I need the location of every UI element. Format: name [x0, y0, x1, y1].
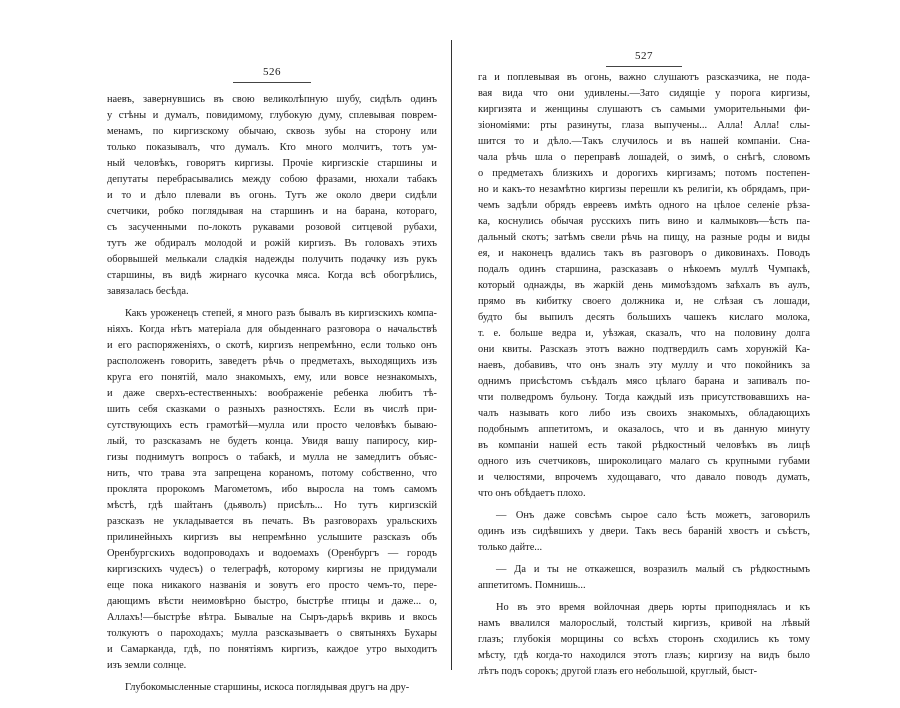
- text-line: еще пока никакого названія и зовутъ его просто чемъ-то, пере-: [107, 580, 437, 591]
- paragraph: [478, 508, 810, 556]
- text-line: наевъ, завернувшись въ свою великолѣпную шубу, сидѣлъ одинъ: [107, 94, 437, 105]
- text-line: чала рѣчь шла о переправѣ лошадей, о зимѣ, о снѣгѣ, словомъ: [478, 152, 810, 163]
- text-line: о предметахъ близкихъ и дорогихъ киргизамъ; потомъ постепен-: [478, 168, 810, 179]
- paragraph: [107, 306, 437, 674]
- text-line: счетчики, робко поглядывая на старшинъ и на барана, котораго,: [107, 206, 437, 217]
- text-line: одного изъ счетчиковъ, широколицаго малаго съ крупными губами: [478, 456, 810, 467]
- text-line: расположенъ говорить, заведетъ рѣчь о предметахъ, выходящихъ изъ: [107, 356, 437, 367]
- text-line: дающимъ вѣсти неимовѣрно быстро, быстрѣе птицы и даже... о,: [107, 596, 437, 607]
- text-line: т. е. больше ведра и, уѣзжая, сказалъ, что на половину долга: [478, 328, 810, 339]
- text-line: депутаты перебрасывались между собою фразами, нюхали табакъ: [107, 174, 437, 185]
- text-line: и даже сверхъ-естественныхъ: воображеніе ребенка любитъ тѣ-: [107, 388, 437, 399]
- text-line: сутствующихъ есть грамотѣй—мулла или просто человѣкъ бываю-: [107, 420, 437, 431]
- text-line: только дайте...: [478, 542, 543, 553]
- text-line: будто бы выпилъ десять большихъ чашекъ кислаго молока,: [478, 312, 810, 323]
- text-line: дальный скотъ; затѣмъ свели рѣчь на пищу, на разные роды и виды: [478, 232, 810, 243]
- header-rule: [606, 66, 682, 67]
- text-line: чемъ задѣли обрядъ евреевъ имѣть одного на цѣлое селеніе рѣза-: [478, 200, 810, 211]
- text-line: намъ ввалился малорослый, толстый киргизъ, кривой на лѣвый: [478, 618, 810, 629]
- header-rule: [233, 82, 311, 83]
- text-line: киргизята и женщины слушаютъ съ самыми уморительными фи-: [478, 104, 810, 115]
- left-page: [107, 66, 437, 696]
- text-line: наевъ, добавивъ, что онъ зналъ эту муллу и что покойникъ за: [478, 360, 810, 371]
- text-line: однимъ присѣстомъ съѣдалъ мясо цѣлаго барана и запивалъ по-: [478, 376, 810, 387]
- page-text: [478, 70, 810, 680]
- text-line: вая вида что они удивлены.—Зато сидящіе у порога киргизы,: [478, 88, 810, 99]
- text-line: чти полведромъ бульону. Тогда каждый изъ присутствовавшихъ на-: [478, 392, 810, 403]
- text-line: въ компаніи нашей есть такой рѣдкостный человѣкъ въ лицѣ: [478, 440, 810, 451]
- text-line: — Да и ты не откажешся, возразилъ малый съ рѣдкостнымъ: [496, 564, 810, 575]
- text-line: тутъ же обдиралъ молодой и рожій киргизъ. Въ головахъ этихъ: [107, 238, 437, 249]
- text-line: и челюстями, впрочемъ худощаваго, что давало поводъ думать,: [478, 472, 810, 483]
- text-line: только показывалъ, что думалъ. Кто много молчитъ, тотъ ум-: [107, 142, 437, 153]
- text-line: прилинейныхъ киргизъ вы непремѣнно услышите разсказъ объ: [107, 532, 437, 543]
- text-line: лѣтъ подъ сорокъ; другой глазъ его небольшой, круглый, быст-: [478, 666, 758, 677]
- text-line: ея, и наконецъ вдались такъ въ разговоръ о диковинахъ. Поводъ: [478, 248, 810, 259]
- text-line: завязалась бесѣда.: [107, 286, 189, 297]
- text-line: менамъ, по киргизскому обычаю, сквозь зубы на сторону или: [107, 126, 437, 137]
- paragraph: [107, 680, 437, 696]
- text-line: зіономіями: рты разинуты, глаза выпучены... Алла! Алла! слы-: [478, 120, 810, 131]
- page-number: 527: [635, 50, 653, 62]
- text-line: Какъ уроженецъ степей, я много разъ бывалъ въ киргизскихъ компа-: [125, 308, 437, 319]
- text-line: одинъ изъ сидѣвшихъ у двери. Такъ весь бараній хвостъ и съѣстъ,: [478, 526, 810, 537]
- text-line: ка, коснулись обычая русскихъ пить вино и калмыковъ—ѣсть па-: [478, 216, 810, 227]
- text-line: — Онъ даже совсѣмъ сырое сало ѣсть можетъ, заговорилъ: [496, 510, 810, 521]
- text-line: Аллахъ!—быстрѣе вѣтра. Бывалые на Сыръ-дарьѣ вкривь и вкось: [107, 612, 437, 623]
- text-line: и то и дѣло плевали въ огонь. Тутъ же около двери сидѣли: [107, 190, 437, 201]
- text-line: ный человѣкъ, говорятъ киргизы. Прочіе киргизскіе старшины и: [107, 158, 437, 169]
- paragraph: [107, 92, 437, 300]
- text-line: киргизскихъ чудесъ) о телеграфѣ, которому киргизы не придумали: [107, 564, 437, 575]
- text-line: гизы поднимутъ вопросъ о табакѣ, и мулла не замедлитъ объяс-: [107, 452, 437, 463]
- text-line: подобнымъ аппетитомъ, и оказалось, что и въ данную минуту: [478, 424, 810, 435]
- page-text: [107, 92, 437, 696]
- text-line: который однажды, въ жаркій день мимоѣздомъ заѣхалъ въ аулъ,: [478, 280, 810, 291]
- paragraph: [478, 562, 810, 594]
- text-line: чалъ называть кого либо изъ своихъ знакомыхъ, обладающихъ: [478, 408, 810, 419]
- text-line: что онъ обѣдаетъ плохо.: [478, 488, 586, 499]
- text-line: и его распоряженіяхъ, о скотѣ, киргизъ непремѣнно, если только онъ: [107, 340, 437, 351]
- text-line: шить себя сказками о разныхъ разностяхъ. Если въ числѣ при-: [107, 404, 437, 415]
- paragraph: [478, 600, 810, 680]
- text-line: но и какъ-то незамѣтно киргизы перешли къ религіи, къ обрядамъ, при-: [478, 184, 810, 195]
- text-line: подалъ одинъ старшина, разсказавъ о нѣкоемъ муллѣ Чумпакѣ,: [478, 264, 810, 275]
- text-line: Глубокомысленные старшины, искоса поглядывая другъ на дру-: [125, 682, 410, 693]
- paragraph: [478, 70, 810, 502]
- text-line: оборвышей мелькали сладкія надежды получить подачку изъ рукъ: [107, 254, 437, 265]
- text-line: Но въ это время войлочная дверь юрты приподнялась и къ: [496, 602, 810, 613]
- text-line: глазъ; глубокія морщины со всѣхъ сторонъ сходились къ тому: [478, 634, 810, 645]
- text-line: и Самарканда, гдѣ, по понятіямъ киргизъ, каждое утро выходитъ: [107, 644, 437, 655]
- text-line: аппетитомъ. Помнишь...: [478, 580, 586, 591]
- text-line: шится то и дѣло.—Такъ случилось и въ нашей компаніи. Сна-: [478, 136, 810, 147]
- text-line: разсказъ не укладывается въ печать. Въ разговорахъ уральскихъ: [107, 516, 437, 527]
- text-line: лый, то разсказамъ не будетъ конца. Увидя вашу папиросу, кир-: [107, 436, 437, 447]
- text-line: они квиты. Разсказъ этотъ важно подтвердилъ самъ хорунжій Ка-: [478, 344, 810, 355]
- text-line: старшины, въ видѣ жирнаго кусочка мяса. Когда всѣ обогрѣлись,: [107, 270, 437, 281]
- text-line: мѣсту, гдѣ когда-то находился этотъ глазъ; киргизу на видъ было: [478, 650, 810, 661]
- text-line: круга его понятій, мало знакомыхъ, ему, или вовсе незнакомыхъ,: [107, 372, 437, 383]
- text-line: га и поплевывая въ огонь, важно слушаютъ разсказчика, не пода-: [478, 72, 810, 83]
- page-gutter: [451, 40, 452, 670]
- text-line: толкуютъ о пароходахъ; мулла разсказываетъ о святыняхъ Бухары: [107, 628, 437, 639]
- text-line: прямо въ кибитку своего должника и, не слѣзая съ лошади,: [478, 296, 810, 307]
- text-line: у стѣны и думалъ, повидимому, глубокую думу, сплевывая поврем-: [107, 110, 437, 121]
- text-line: нить, что трава эта запрещена кораномъ, потому собственно, что: [107, 468, 437, 479]
- text-line: съ засученными по-локоть рукавами розовой ситцевой рубахи,: [107, 222, 437, 233]
- text-line: изъ земли солнце.: [107, 660, 187, 671]
- text-line: мѣстѣ, гдѣ шайтанъ (дьяволъ) присѣлъ... Но тутъ киргизскій: [107, 500, 437, 511]
- text-line: проклята пророкомъ Магометомъ, ибо выросла на томъ самомъ: [107, 484, 437, 495]
- page-number: 526: [263, 66, 281, 78]
- right-page: [478, 50, 810, 680]
- text-line: Оренбургскихъ водопроводахъ и водоемахъ (Оренбургъ — городъ: [107, 548, 437, 559]
- text-line: ніяхъ. Когда нѣтъ матеріала для обыденнаго разговора о начальствѣ: [107, 324, 437, 335]
